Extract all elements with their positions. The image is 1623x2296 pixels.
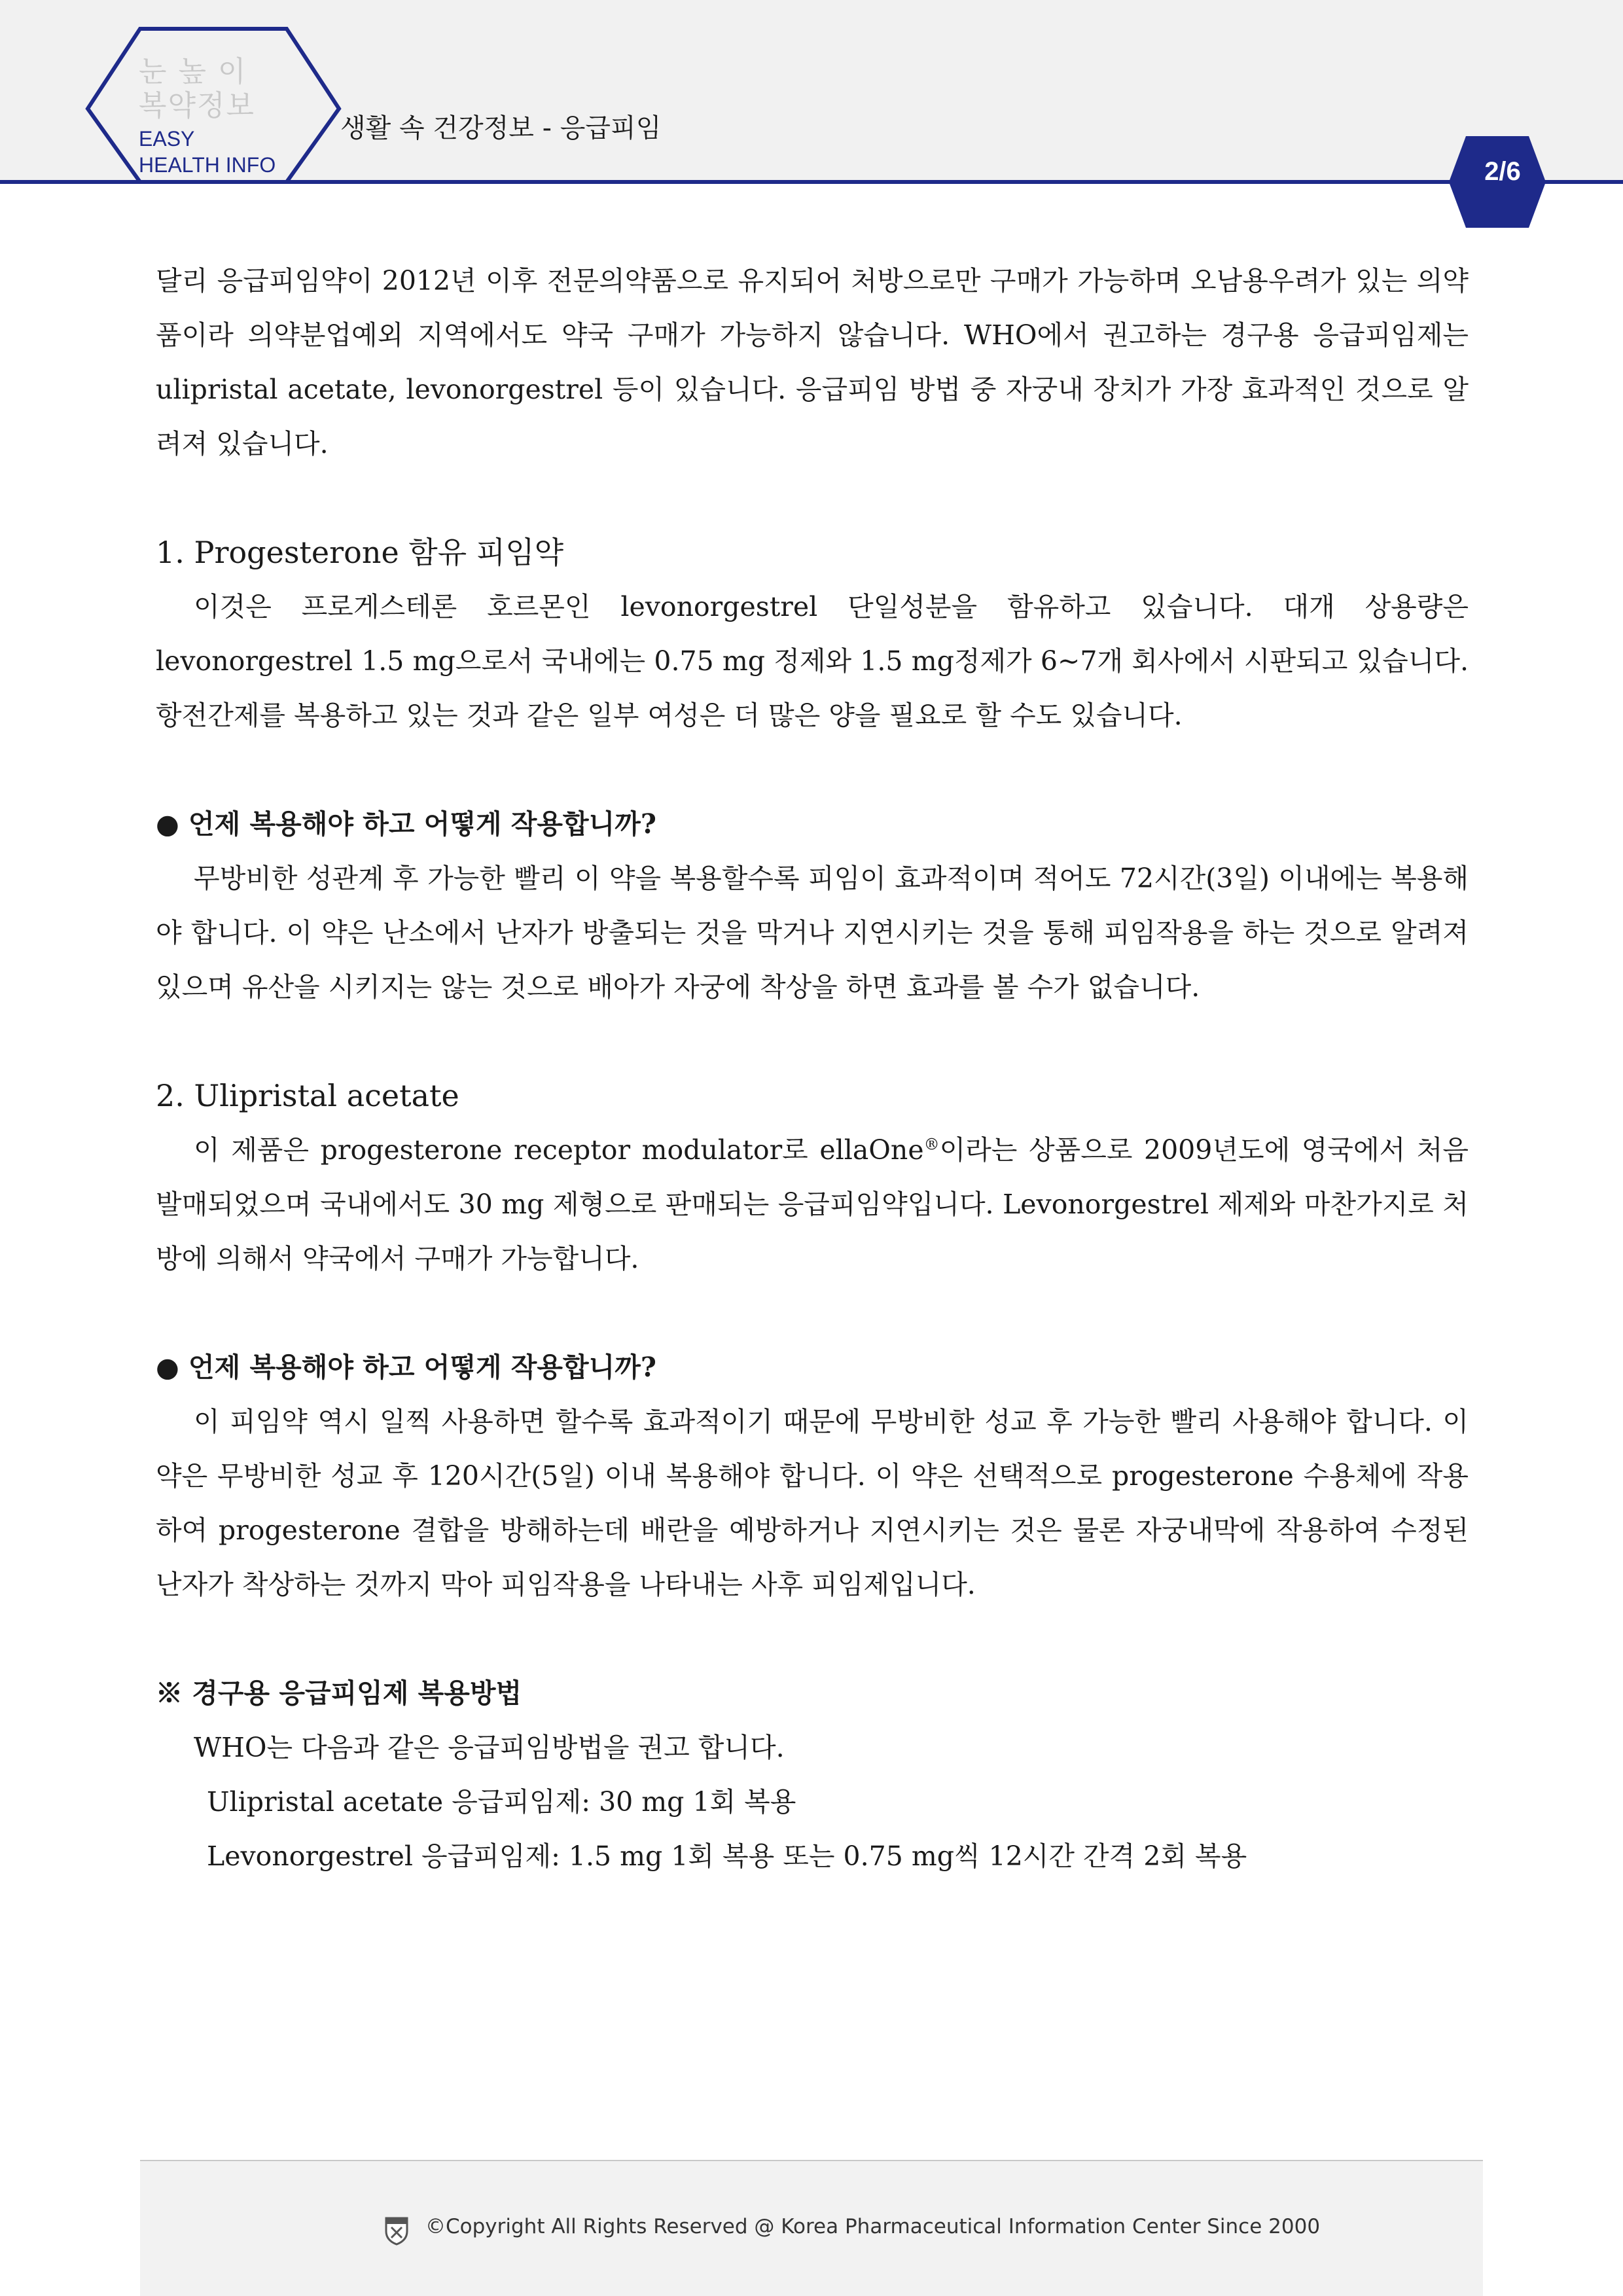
section2-heading: 2. Ulipristal acetate xyxy=(156,1078,459,1113)
spacer xyxy=(156,1014,1469,1069)
logo-korean-line1: 눈 높 이 xyxy=(139,55,247,88)
logo-english-line2: HEALTH INFO xyxy=(139,153,276,177)
dosage-item: Levonorgestrel 응급피임제: 1.5 mg 1회 복용 또는 0.75 mg씩 12시간 간격 2회 복용 xyxy=(207,1840,1247,1872)
intro-paragraph: 달리 응급피임약이 2012년 이후 전문의약품으로 유지되어 처방으로만 구매가 가능하며 오남용우려가 있는 의약품이라 의약분업예외 지역에서도 약국 구매가 가능하지 않습니다. WHO에서 권고하는 경구용 응급피임제는 ulipristal acetate, levonorgestrel 등이 있습니다. 응급피임 방법 중 자궁내 장치가 가장 효과적인 것으로 알려져 있습니다. xyxy=(156,265,1469,459)
section3-paragraph: WHO는 다음과 같은 응급피임방법을 권고 합니다. xyxy=(194,1732,785,1763)
crest-icon xyxy=(383,2215,410,2246)
logo-korean-line2: 복약정보 xyxy=(139,89,256,122)
footer-rule xyxy=(140,2160,1483,2161)
document-body xyxy=(156,254,1469,1884)
section1-question-heading: ● 언제 복용해야 하고 어떻게 작용합니까? xyxy=(156,808,656,840)
section1-paragraph: 이것은 프로게스테론 호르몬인 levonorgestrel 단일성분을 함유하고 있습니다. 대개 상용량은 levonorgestrel 1.5 mg으로서 국내에는 0.75 mg 정제와 1.5 mg정제가 6~7개 회사에서 시판되고 있습니다. 항전간제를 복용하고 있는 것과 같은 일부 여성은 더 많은 양을 필요로 할 수도 있습니다. xyxy=(156,591,1469,731)
logo-english xyxy=(139,126,296,178)
section2-text-before: 이 제품은 progesterone receptor modulator로 ellaOne xyxy=(194,1134,924,1166)
header-title: 생활 속 건강정보 - 응급피임 xyxy=(340,113,662,143)
spacer xyxy=(156,743,1469,797)
footer-copyright: ©Copyright All Rights Reserved @ Korea Pharmaceutical Information Center Since 2000 xyxy=(425,2215,1321,2238)
section2-question-heading: ● 언제 복용해야 하고 어떻게 작용합니까? xyxy=(156,1352,656,1383)
page-number: 2/6 xyxy=(1484,157,1521,186)
logo-english-line1: EASY xyxy=(139,127,195,151)
spacer xyxy=(156,1612,1469,1666)
section2-paragraph xyxy=(156,1123,1469,1286)
section2-text-after: 이라는 상품으로 2009년도에 영국에서 처음 발매되었으며 국내에서도 30 mg 제형으로 판매되는 응급피임약입니다. Levonorgestrel 제제와 마찬가지로 처방에 의해서 약국에서 구매가 가능합니다. xyxy=(156,1134,1469,1274)
section1-heading: 1. Progesterone 함유 피임약 xyxy=(156,535,564,570)
dosage-item: Ulipristal acetate 응급피임제: 30 mg 1회 복용 xyxy=(207,1786,796,1818)
logo-korean xyxy=(139,55,309,123)
spacer xyxy=(156,1286,1469,1340)
registered-mark: ® xyxy=(923,1135,940,1154)
section1-question-paragraph: 무방비한 성관계 후 가능한 빨리 이 약을 복용할수록 피임이 효과적이며 적어도 72시간(3일) 이내에는 복용해야 합니다. 이 약은 난소에서 난자가 방출되는 것을 막거나 지연시키는 것을 통해 피임작용을 하는 것으로 알려져 있으며 유산을 시키지는 않는 것으로 배아가 자궁에 착상을 하면 효과를 볼 수가 없습니다. xyxy=(156,863,1469,1003)
section3-heading: ※ 경구용 응급피임제 복용방법 xyxy=(156,1677,522,1709)
section2-question-paragraph: 이 피임약 역시 일찍 사용하면 할수록 효과적이기 때문에 무방비한 성교 후 가능한 빨리 사용해야 합니다. 이 약은 무방비한 성교 후 120시간(5일) 이내 복용해야 합니다. 이 약은 선택적으로 progesterone 수용체에 작용하여 progesterone 결합을 방해하는데 배란을 예방하거나 지연시키는 것은 물론 자궁내막에 작용하여 수정된 난자가 착상하는 것까지 막아 피임작용을 나타내는 사후 피임제입니다. xyxy=(156,1406,1469,1600)
spacer xyxy=(156,471,1469,526)
